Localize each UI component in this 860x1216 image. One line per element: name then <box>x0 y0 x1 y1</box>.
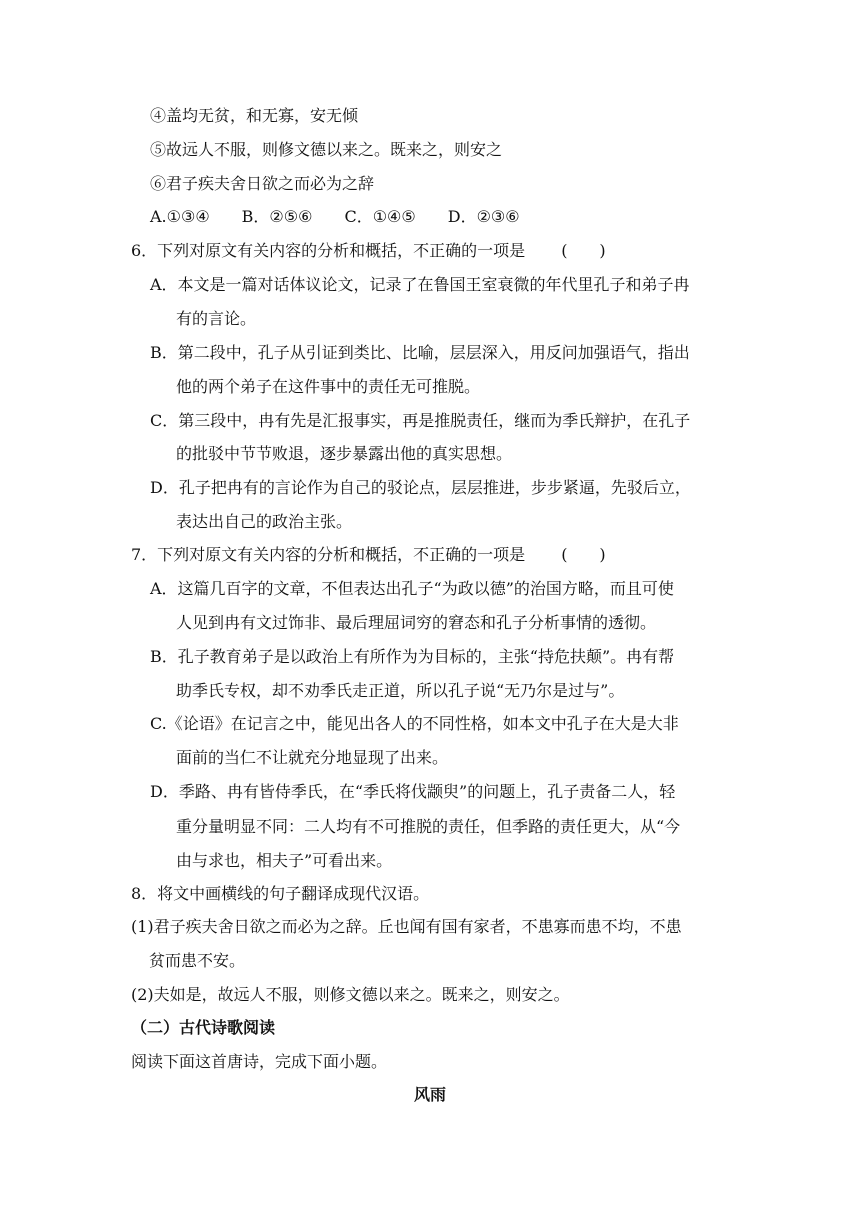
q6-choice-b-cont: 他的两个弟子在这件事中的责任无可推脱。 <box>176 377 481 396</box>
q7-choice-d: D．季路、冉有皆侍季氏，在“季氏将伐颛臾”的问题上，孔子责备二人，轻 <box>150 782 676 801</box>
q6-choice-a-cont: 有的言论。 <box>176 309 257 328</box>
q8-item-1-cont: 贫而患不安。 <box>149 951 246 970</box>
q7-choice-a-cont: 人见到冉有文过饰非、最后理屈词穷的窘态和孔子分析事情的透彻。 <box>176 613 657 632</box>
q6-choice-c: C．第三段中，冉有先是汇报事实，再是推脱责任，继而为季氏辩护，在孔子 <box>150 411 691 430</box>
q7-stem <box>131 545 606 565</box>
q7-choice-d-cont2: 由与求也，相夫子”可看出来。 <box>176 851 393 870</box>
option-line: ⑥君子疾夫舍日欲之而必为之辞 <box>150 174 375 193</box>
q6-choice-d-cont: 表达出自己的政治主张。 <box>176 512 353 531</box>
section-heading: （二）古代诗歌阅读 <box>131 1018 276 1037</box>
answer-parenthesis: ( ) <box>561 545 606 564</box>
q6-choice-d: D．孔子把冉有的言论作为自己的驳论点，层层推进，步步紧逼，先驳后立， <box>150 478 691 497</box>
q8-item-2: (2)夫如是，故远人不服，则修文德以来之。既来之，则安之。 <box>131 985 570 1004</box>
answer-parenthesis: ( ) <box>561 241 606 260</box>
q6-choice-b: B．第二段中，孔子从引证到类比、比喻，层层深入，用反问加强语气，指出 <box>150 343 690 362</box>
poem-title: 风雨 <box>413 1085 446 1104</box>
option-line: ④盖均无贫，和无寡，安无倾 <box>150 106 359 125</box>
q6-stem-text: 6．下列对原文有关内容的分析和概括，不正确的一项是 <box>131 241 526 260</box>
q7-choice-c: C.《论语》在记言之中，能见出各人的不同性格，如本文中孔子在大是大非 <box>150 714 679 733</box>
q7-choice-c-cont: 面前的当仁不让就充分地显现了出来。 <box>176 748 449 767</box>
option-line: ⑤故远人不服，则修文德以来之。既来之，则安之 <box>150 140 503 159</box>
section-instruction: 阅读下面这首唐诗，完成下面小题。 <box>131 1052 388 1071</box>
q7-choice-b: B．孔子教育弟子是以政治上有所作为为目标的，主张“持危扶颠”。冉有帮 <box>150 647 675 666</box>
q8-item-1: (1)君子疾夫舍日欲之而必为之辞。丘也闻有国有家者，不患寡而患不均，不患 <box>131 917 682 936</box>
q7-choice-d-cont: 重分量明显不同：二人均有不可推脱的责任，但季路的责任更大，从“今 <box>176 817 681 836</box>
q8-stem: 8．将文中画横线的句子翻译成现代汉语。 <box>131 884 430 903</box>
q6-choice-c-cont: 的批驳中节节败退，逐步暴露出他的真实思想。 <box>176 444 513 463</box>
q6-choice-a: A．本文是一篇对话体议论文，记录了在鲁国王室衰微的年代里孔子和弟子冉 <box>150 275 690 294</box>
q7-choice-b-cont: 助季氏专权，却不劝季氏走正道，所以孔子说“无乃尔是过与”。 <box>176 681 625 700</box>
q7-stem-text: 7．下列对原文有关内容的分析和概括，不正确的一项是 <box>131 545 526 564</box>
q5-choices: A.①③④ B．②⑤⑥ C．①④⑤ D．②③⑥ <box>150 207 520 226</box>
q6-stem <box>131 241 606 261</box>
q7-choice-a: A．这篇几百字的文章，不但表达出孔子“为政以德”的治国方略，而且可使 <box>150 579 674 598</box>
